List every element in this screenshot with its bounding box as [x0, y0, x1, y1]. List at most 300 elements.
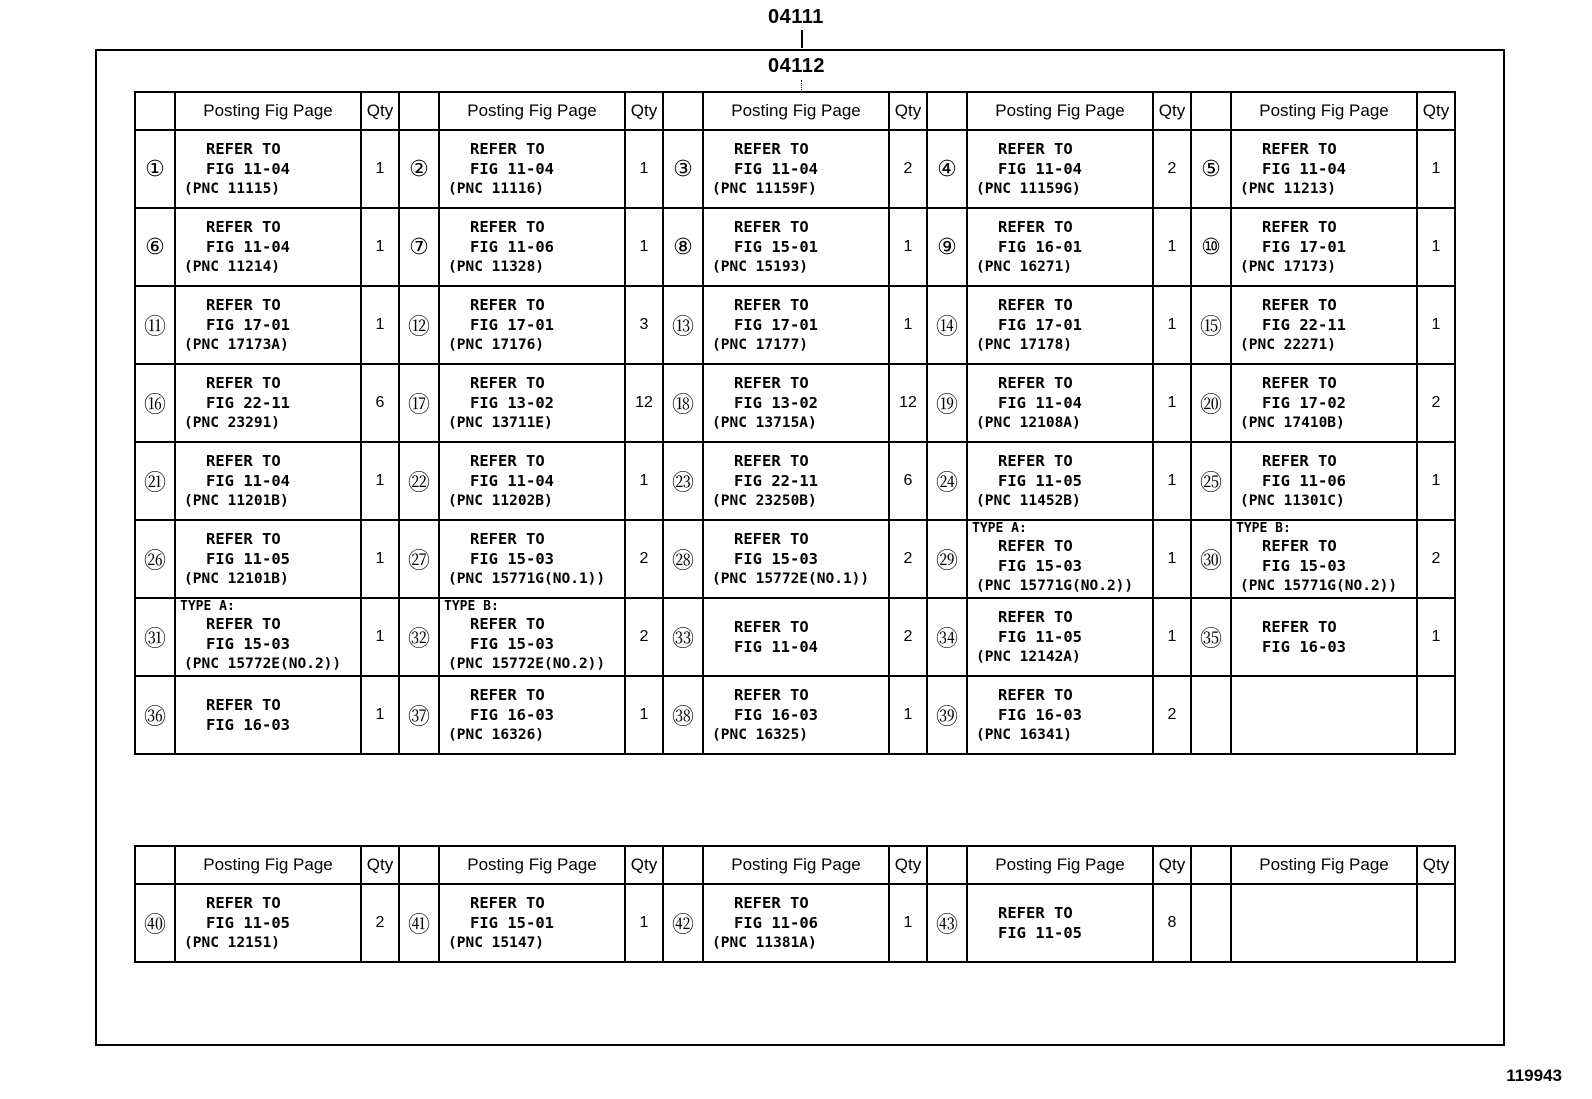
quantity: 2 [1153, 130, 1191, 208]
fig-number: FIG 16-03 [734, 706, 818, 724]
refer-to-text: REFER TO [470, 140, 545, 158]
callout-number: ① [135, 130, 175, 208]
posting-fig-reference [175, 520, 361, 598]
refer-to-text: REFER TO [1262, 537, 1337, 555]
quantity: 1 [1417, 286, 1455, 364]
table-row [135, 676, 1455, 754]
refer-to-text: REFER TO [734, 296, 809, 314]
posting-fig-reference [1231, 884, 1417, 962]
pnc-number: (PNC 11213) [1240, 181, 1337, 197]
fig-number: FIG 11-06 [1262, 472, 1346, 490]
pnc-number: (PNC 23250B) [712, 493, 817, 509]
table-body [135, 884, 1455, 962]
header-posting-fig-page: Posting Fig Page [175, 92, 361, 130]
pnc-number: (PNC 15193) [712, 259, 809, 275]
posting-fig-reference [1231, 676, 1417, 754]
fig-number: FIG 15-01 [734, 238, 818, 256]
table-row [135, 130, 1455, 208]
callout-number: ④ [927, 130, 967, 208]
fig-number: FIG 11-04 [206, 238, 290, 256]
refer-to-text: REFER TO [734, 218, 809, 236]
fig-number: FIG 15-03 [1262, 557, 1346, 575]
fig-number: FIG 11-04 [998, 160, 1082, 178]
fig-number: FIG 11-05 [998, 628, 1082, 646]
posting-fig-reference [175, 130, 361, 208]
callout-number: ⑭ [927, 286, 967, 364]
table-body [135, 130, 1455, 754]
refer-to-text: REFER TO [734, 374, 809, 392]
fig-number: FIG 15-03 [470, 550, 554, 568]
pnc-number: (PNC 11452B) [976, 493, 1081, 509]
refer-to-text: REFER TO [470, 530, 545, 548]
header-qty: Qty [889, 92, 927, 130]
header-posting-fig-page: Posting Fig Page [439, 92, 625, 130]
header-qty: Qty [1417, 92, 1455, 130]
posting-fig-reference [967, 130, 1153, 208]
quantity: 8 [1153, 884, 1191, 962]
callout-number: ⑬ [663, 286, 703, 364]
quantity: 2 [1417, 520, 1455, 598]
pnc-number: (PNC 12142A) [976, 649, 1081, 665]
quantity: 1 [889, 286, 927, 364]
fig-number: FIG 11-05 [998, 472, 1082, 490]
fig-number: FIG 16-03 [470, 706, 554, 724]
callout-number: ㉚ [1191, 520, 1231, 598]
fig-number: FIG 13-02 [470, 394, 554, 412]
posting-fig-reference [703, 208, 889, 286]
refer-to-text: REFER TO [206, 894, 281, 912]
quantity: 1 [361, 676, 399, 754]
pnc-number: (PNC 15772E(NO.1)) [712, 571, 870, 587]
callout-number: ㊴ [927, 676, 967, 754]
refer-to-text: REFER TO [998, 608, 1073, 626]
refer-to-text: REFER TO [206, 296, 281, 314]
posting-fig-reference [175, 598, 361, 676]
table-row [135, 286, 1455, 364]
pnc-number: (PNC 23291) [184, 415, 281, 431]
fig-number: FIG 15-01 [470, 914, 554, 932]
callout-number: ㉖ [135, 520, 175, 598]
callout-number: ⑤ [1191, 130, 1231, 208]
callout-number: ㉕ [1191, 442, 1231, 520]
quantity: 1 [625, 208, 663, 286]
callout-number: ㊶ [399, 884, 439, 962]
fig-number: FIG 22-11 [1262, 316, 1346, 334]
table-row [135, 520, 1455, 598]
quantity: 1 [361, 208, 399, 286]
refer-to-text: REFER TO [734, 140, 809, 158]
header-posting-fig-page: Posting Fig Page [967, 92, 1153, 130]
quantity: 2 [361, 884, 399, 962]
callout-number: ㉓ [663, 442, 703, 520]
posting-fig-reference [439, 598, 625, 676]
fig-number: FIG 11-04 [206, 472, 290, 490]
quantity: 2 [889, 598, 927, 676]
callout-number: ㊲ [399, 676, 439, 754]
quantity: 1 [1153, 286, 1191, 364]
refer-to-text: REFER TO [998, 218, 1073, 236]
refer-to-text: REFER TO [1262, 140, 1337, 158]
refer-to-text: REFER TO [1262, 296, 1337, 314]
quantity: 1 [1417, 130, 1455, 208]
posting-fig-reference [967, 598, 1153, 676]
posting-fig-reference [439, 442, 625, 520]
quantity: 6 [889, 442, 927, 520]
fig-number: FIG 11-04 [470, 160, 554, 178]
pnc-number: (PNC 17178) [976, 337, 1073, 353]
callout-number: ⑥ [135, 208, 175, 286]
header-number [663, 846, 703, 884]
callout-number: ⑯ [135, 364, 175, 442]
posting-fig-reference [1231, 130, 1417, 208]
refer-to-text: REFER TO [998, 374, 1073, 392]
header-qty: Qty [889, 846, 927, 884]
pnc-number: (PNC 11116) [448, 181, 545, 197]
refer-to-text: REFER TO [206, 530, 281, 548]
posting-fig-reference [967, 364, 1153, 442]
parts-reference-table-secondary [134, 845, 1456, 963]
header-number [663, 92, 703, 130]
pnc-number: (PNC 11159G) [976, 181, 1081, 197]
header-qty: Qty [361, 846, 399, 884]
table-row [135, 364, 1455, 442]
header-posting-fig-page: Posting Fig Page [439, 846, 625, 884]
callout-number [1191, 676, 1231, 754]
header-number [927, 92, 967, 130]
fig-number: FIG 11-04 [1262, 160, 1346, 178]
refer-to-text: REFER TO [734, 618, 809, 636]
quantity: 1 [1153, 442, 1191, 520]
pnc-number: (PNC 15771G(NO.1)) [448, 571, 606, 587]
callout-number: ㉙ [927, 520, 967, 598]
callout-number: ⑰ [399, 364, 439, 442]
type-label: TYPE B: [444, 599, 499, 614]
quantity: 1 [889, 676, 927, 754]
illustration-id: 119943 [1506, 1066, 1562, 1085]
pnc-number: (PNC 11328) [448, 259, 545, 275]
posting-fig-reference [175, 884, 361, 962]
refer-to-text: REFER TO [998, 537, 1073, 555]
posting-fig-reference [1231, 286, 1417, 364]
fig-number: FIG 17-01 [998, 316, 1082, 334]
fig-number: FIG 17-02 [1262, 394, 1346, 412]
pnc-number: (PNC 11159F) [712, 181, 817, 197]
callout-number: ⑧ [663, 208, 703, 286]
pnc-number: (PNC 15147) [448, 935, 545, 951]
posting-fig-reference [1231, 520, 1417, 598]
callout-number: ⑩ [1191, 208, 1231, 286]
callout-number: ㉝ [663, 598, 703, 676]
quantity: 1 [1417, 208, 1455, 286]
refer-to-text: REFER TO [734, 452, 809, 470]
quantity: 1 [361, 130, 399, 208]
callout-number: ㊱ [135, 676, 175, 754]
fig-number: FIG 16-03 [206, 716, 290, 734]
type-label: TYPE B: [1236, 521, 1291, 536]
posting-fig-reference [439, 286, 625, 364]
refer-to-text: REFER TO [206, 218, 281, 236]
quantity: 1 [1153, 598, 1191, 676]
pnc-number: (PNC 15772E(NO.2)) [184, 656, 342, 672]
pnc-number: (PNC 16325) [712, 727, 809, 743]
quantity [1417, 884, 1455, 962]
quantity: 1 [625, 676, 663, 754]
fig-number: FIG 17-01 [734, 316, 818, 334]
header-qty: Qty [361, 92, 399, 130]
fig-number: FIG 11-05 [998, 924, 1082, 942]
fig-number: FIG 11-05 [206, 914, 290, 932]
header-posting-fig-page: Posting Fig Page [703, 846, 889, 884]
callout-number: ⑦ [399, 208, 439, 286]
posting-fig-reference [439, 520, 625, 598]
header-number [135, 846, 175, 884]
pnc-number: (PNC 12108A) [976, 415, 1081, 431]
posting-fig-reference [967, 208, 1153, 286]
refer-to-text: REFER TO [470, 452, 545, 470]
refer-to-text: REFER TO [998, 904, 1073, 922]
callout-number: ㉘ [663, 520, 703, 598]
quantity: 1 [625, 130, 663, 208]
pnc-number: (PNC 15771G(NO.2)) [1240, 578, 1398, 594]
quantity: 1 [889, 208, 927, 286]
posting-fig-reference [439, 364, 625, 442]
posting-fig-reference [439, 208, 625, 286]
refer-to-text: REFER TO [206, 615, 281, 633]
refer-to-text: REFER TO [734, 894, 809, 912]
outer-assembly-code: 04111 [768, 6, 824, 28]
pnc-number: (PNC 17173A) [184, 337, 289, 353]
quantity: 1 [361, 442, 399, 520]
pnc-number: (PNC 12101B) [184, 571, 289, 587]
posting-fig-reference [175, 442, 361, 520]
posting-fig-reference [439, 130, 625, 208]
type-label: TYPE A: [972, 521, 1027, 536]
posting-fig-reference [703, 884, 889, 962]
header-posting-fig-page: Posting Fig Page [1231, 92, 1417, 130]
pnc-number: (PNC 11201B) [184, 493, 289, 509]
refer-to-text: REFER TO [998, 296, 1073, 314]
quantity: 2 [889, 520, 927, 598]
header-posting-fig-page: Posting Fig Page [703, 92, 889, 130]
refer-to-text: REFER TO [206, 374, 281, 392]
fig-number: FIG 11-04 [998, 394, 1082, 412]
pnc-number: (PNC 22271) [1240, 337, 1337, 353]
callout-number: ㉑ [135, 442, 175, 520]
posting-fig-reference [967, 520, 1153, 598]
fig-number: FIG 15-03 [206, 635, 290, 653]
table-row [135, 442, 1455, 520]
fig-number: FIG 17-01 [470, 316, 554, 334]
fig-number: FIG 13-02 [734, 394, 818, 412]
posting-fig-reference [439, 884, 625, 962]
callout-number: ㊷ [663, 884, 703, 962]
quantity: 6 [361, 364, 399, 442]
refer-to-text: REFER TO [470, 615, 545, 633]
callout-number: ㊳ [663, 676, 703, 754]
fig-number: FIG 11-05 [206, 550, 290, 568]
header-number [1191, 92, 1231, 130]
fig-number: FIG 11-06 [734, 914, 818, 932]
callout-number: ⑪ [135, 286, 175, 364]
posting-fig-reference [1231, 208, 1417, 286]
callout-number: ㉞ [927, 598, 967, 676]
posting-fig-reference [175, 208, 361, 286]
pnc-number: (PNC 17177) [712, 337, 809, 353]
header-number [927, 846, 967, 884]
table-row [135, 598, 1455, 676]
posting-fig-reference [967, 676, 1153, 754]
refer-to-text: REFER TO [734, 686, 809, 704]
refer-to-text: REFER TO [1262, 618, 1337, 636]
callout-number: ㉔ [927, 442, 967, 520]
posting-fig-reference [703, 442, 889, 520]
quantity [1417, 676, 1455, 754]
posting-fig-reference [703, 676, 889, 754]
pnc-number: (PNC 15771G(NO.2)) [976, 578, 1134, 594]
callout-number [1191, 884, 1231, 962]
callout-number: ⑫ [399, 286, 439, 364]
posting-fig-reference [703, 130, 889, 208]
posting-fig-reference [967, 286, 1153, 364]
fig-number: FIG 15-03 [734, 550, 818, 568]
quantity: 1 [625, 442, 663, 520]
header-qty: Qty [625, 846, 663, 884]
pnc-number: (PNC 15772E(NO.2)) [448, 656, 606, 672]
outer-leader-line [801, 30, 803, 48]
refer-to-text: REFER TO [470, 374, 545, 392]
quantity: 3 [625, 286, 663, 364]
table-header-row [135, 92, 1455, 130]
quantity: 1 [1153, 364, 1191, 442]
fig-number: FIG 15-03 [470, 635, 554, 653]
quantity: 2 [889, 130, 927, 208]
header-number [135, 92, 175, 130]
callout-number: ㉒ [399, 442, 439, 520]
header-qty: Qty [1153, 846, 1191, 884]
refer-to-text: REFER TO [206, 452, 281, 470]
header-posting-fig-page: Posting Fig Page [967, 846, 1153, 884]
header-qty: Qty [1417, 846, 1455, 884]
quantity: 1 [889, 884, 927, 962]
quantity: 12 [889, 364, 927, 442]
callout-number: ⑮ [1191, 286, 1231, 364]
pnc-number: (PNC 11115) [184, 181, 281, 197]
table-row [135, 208, 1455, 286]
type-label: TYPE A: [180, 599, 235, 614]
pnc-number: (PNC 16326) [448, 727, 545, 743]
parts-reference-table-main [134, 91, 1456, 755]
fig-number: FIG 17-01 [1262, 238, 1346, 256]
quantity: 1 [625, 884, 663, 962]
callout-number: ⑨ [927, 208, 967, 286]
fig-number: FIG 16-01 [998, 238, 1082, 256]
fig-number: FIG 17-01 [206, 316, 290, 334]
header-posting-fig-page: Posting Fig Page [175, 846, 361, 884]
posting-fig-reference [967, 884, 1153, 962]
posting-fig-reference [175, 286, 361, 364]
refer-to-text: REFER TO [470, 296, 545, 314]
header-qty: Qty [1153, 92, 1191, 130]
refer-to-text: REFER TO [206, 696, 281, 714]
callout-number: ㊵ [135, 884, 175, 962]
refer-to-text: REFER TO [998, 686, 1073, 704]
fig-number: FIG 11-06 [470, 238, 554, 256]
callout-number: ⑱ [663, 364, 703, 442]
pnc-number: (PNC 13715A) [712, 415, 817, 431]
posting-fig-reference [703, 286, 889, 364]
posting-fig-reference [703, 364, 889, 442]
quantity: 1 [361, 520, 399, 598]
posting-fig-reference [703, 598, 889, 676]
fig-number: FIG 22-11 [734, 472, 818, 490]
header-number [1191, 846, 1231, 884]
quantity: 1 [1153, 208, 1191, 286]
callout-number: ㊸ [927, 884, 967, 962]
posting-fig-reference [1231, 598, 1417, 676]
callout-number: ⑲ [927, 364, 967, 442]
fig-number: FIG 11-04 [206, 160, 290, 178]
refer-to-text: REFER TO [1262, 374, 1337, 392]
refer-to-text: REFER TO [734, 530, 809, 548]
refer-to-text: REFER TO [998, 140, 1073, 158]
refer-to-text: REFER TO [1262, 218, 1337, 236]
posting-fig-reference [703, 520, 889, 598]
fig-number: FIG 22-11 [206, 394, 290, 412]
fig-number: FIG 11-04 [470, 472, 554, 490]
fig-number: FIG 15-03 [998, 557, 1082, 575]
quantity: 2 [625, 520, 663, 598]
quantity: 1 [1417, 442, 1455, 520]
callout-number: ③ [663, 130, 703, 208]
callout-number: ㉟ [1191, 598, 1231, 676]
posting-fig-reference [1231, 364, 1417, 442]
pnc-number: (PNC 17410B) [1240, 415, 1345, 431]
pnc-number: (PNC 11214) [184, 259, 281, 275]
pnc-number: (PNC 13711E) [448, 415, 553, 431]
header-number [399, 846, 439, 884]
posting-fig-reference [967, 442, 1153, 520]
pnc-number: (PNC 11381A) [712, 935, 817, 951]
posting-fig-reference [439, 676, 625, 754]
fig-number: FIG 11-04 [734, 638, 818, 656]
table-header-row [135, 846, 1455, 884]
quantity: 1 [1153, 520, 1191, 598]
fig-number: FIG 16-03 [998, 706, 1082, 724]
quantity: 1 [361, 286, 399, 364]
quantity: 12 [625, 364, 663, 442]
fig-number: FIG 11-04 [734, 160, 818, 178]
posting-fig-reference [175, 364, 361, 442]
fig-number: FIG 16-03 [1262, 638, 1346, 656]
header-number [399, 92, 439, 130]
refer-to-text: REFER TO [470, 218, 545, 236]
quantity: 1 [361, 598, 399, 676]
posting-fig-reference [175, 676, 361, 754]
table-row [135, 884, 1455, 962]
callout-number: ㉗ [399, 520, 439, 598]
pnc-number: (PNC 12151) [184, 935, 281, 951]
posting-fig-reference [1231, 442, 1417, 520]
callout-number: ㉜ [399, 598, 439, 676]
refer-to-text: REFER TO [470, 894, 545, 912]
callout-number: ㉛ [135, 598, 175, 676]
pnc-number: (PNC 11301C) [1240, 493, 1345, 509]
refer-to-text: REFER TO [470, 686, 545, 704]
pnc-number: (PNC 17173) [1240, 259, 1337, 275]
inner-assembly-code: 04112 [768, 55, 826, 77]
pnc-number: (PNC 16341) [976, 727, 1073, 743]
pnc-number: (PNC 11202B) [448, 493, 553, 509]
